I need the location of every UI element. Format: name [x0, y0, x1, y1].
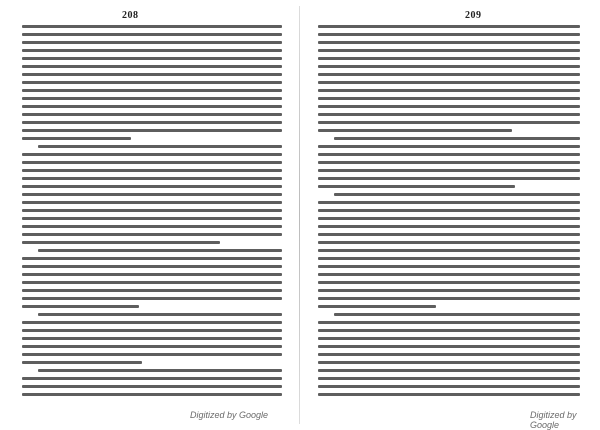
- text-line: [38, 249, 282, 252]
- text-line: [22, 353, 282, 356]
- text-line: [318, 177, 580, 180]
- text-line: [318, 369, 580, 372]
- text-line: [22, 97, 282, 100]
- text-line: [318, 393, 580, 396]
- scan-watermark-right: Digitized by Google: [530, 410, 577, 430]
- text-line: [318, 233, 580, 236]
- text-line: [318, 201, 580, 204]
- text-line: [22, 345, 282, 348]
- right-page: [300, 0, 600, 430]
- text-line: [22, 137, 131, 140]
- text-line: [334, 313, 580, 316]
- text-line: [318, 225, 580, 228]
- text-line: [318, 161, 580, 164]
- text-line: [22, 41, 282, 44]
- text-line: [318, 89, 580, 92]
- text-line: [318, 81, 580, 84]
- text-line: [22, 217, 282, 220]
- text-line: [318, 329, 580, 332]
- text-line: [22, 25, 282, 28]
- text-line: [22, 241, 220, 244]
- text-line: [318, 273, 580, 276]
- text-column-right: [318, 25, 580, 408]
- text-line: [22, 81, 282, 84]
- text-line: [22, 65, 282, 68]
- text-line: [22, 329, 282, 332]
- text-line: [318, 65, 580, 68]
- text-line: [318, 169, 580, 172]
- text-column-left: [22, 25, 282, 408]
- text-line: [22, 265, 282, 268]
- text-line: [22, 129, 282, 132]
- text-line: [22, 377, 282, 380]
- text-line: [22, 289, 282, 292]
- text-line: [318, 377, 580, 380]
- text-line: [318, 105, 580, 108]
- text-line: [318, 153, 580, 156]
- text-line: [318, 217, 580, 220]
- text-line: [22, 73, 282, 76]
- text-line: [318, 305, 436, 308]
- text-line: [318, 257, 580, 260]
- text-line: [22, 209, 282, 212]
- text-line: [318, 337, 580, 340]
- text-line: [22, 257, 282, 260]
- page-number-left: 208: [122, 10, 139, 21]
- scan-watermark-left: Digitized by Google: [190, 410, 269, 420]
- text-line: [318, 361, 580, 364]
- text-line: [318, 73, 580, 76]
- text-line: [318, 297, 580, 300]
- text-line: [38, 369, 282, 372]
- text-line: [318, 97, 580, 100]
- text-line: [22, 225, 282, 228]
- text-line: [22, 33, 282, 36]
- text-line: [318, 353, 580, 356]
- text-line: [318, 25, 580, 28]
- text-line: [22, 281, 282, 284]
- text-line: [318, 33, 580, 36]
- text-line: [318, 121, 580, 124]
- text-line: [318, 249, 580, 252]
- page-number-right: 209: [465, 10, 482, 21]
- text-line: [38, 145, 282, 148]
- text-line: [22, 233, 282, 236]
- text-line: [38, 313, 282, 316]
- text-line: [22, 161, 282, 164]
- text-line: [22, 201, 282, 204]
- text-line: [22, 297, 282, 300]
- text-line: [318, 49, 580, 52]
- text-line: [318, 265, 580, 268]
- text-line: [318, 209, 580, 212]
- text-line: [22, 89, 282, 92]
- text-line: [22, 385, 282, 388]
- text-line: [318, 185, 515, 188]
- text-line: [318, 321, 580, 324]
- text-line: [318, 385, 580, 388]
- text-line: [22, 305, 139, 308]
- text-line: [22, 193, 282, 196]
- text-line: [22, 49, 282, 52]
- text-line: [318, 41, 580, 44]
- text-line: [22, 185, 282, 188]
- text-line: [318, 145, 580, 148]
- text-line: [318, 281, 580, 284]
- text-line: [22, 169, 282, 172]
- text-line: [22, 153, 282, 156]
- text-line: [22, 393, 282, 396]
- text-line: [22, 273, 282, 276]
- text-line: [22, 321, 282, 324]
- text-line: [318, 113, 580, 116]
- text-line: [318, 241, 580, 244]
- text-line: [318, 289, 580, 292]
- text-line: [22, 177, 282, 180]
- text-line: [318, 57, 580, 60]
- text-line: [22, 361, 142, 364]
- text-line: [334, 193, 580, 196]
- text-line: [22, 105, 282, 108]
- text-line: [22, 113, 282, 116]
- text-line: [22, 121, 282, 124]
- text-line: [318, 129, 512, 132]
- text-line: [22, 337, 282, 340]
- text-line: [334, 137, 580, 140]
- text-line: [318, 345, 580, 348]
- text-line: [22, 57, 282, 60]
